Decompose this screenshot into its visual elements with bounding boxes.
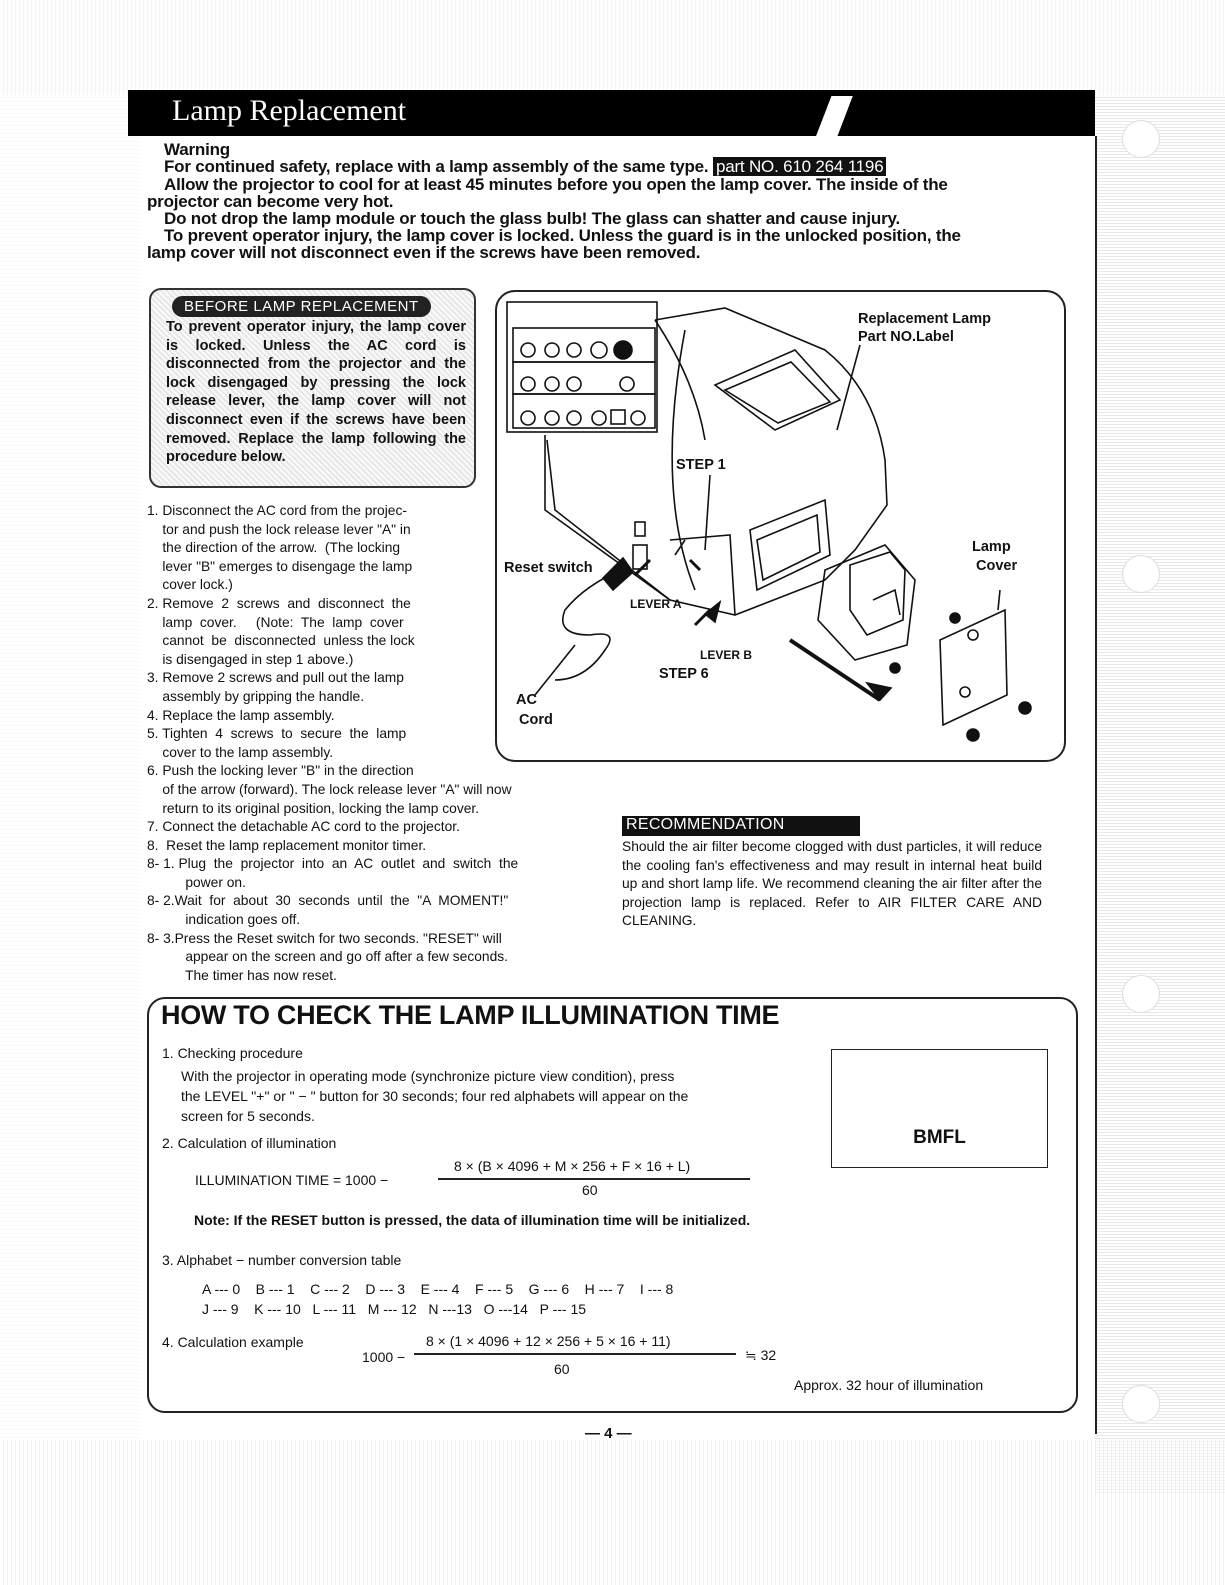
lever-b-label: LEVER B (700, 648, 753, 662)
step-line: The timer has now reset. (147, 967, 337, 983)
before-replacement-heading: BEFORE LAMP REPLACEMENT (172, 296, 431, 317)
title-slashes: //// (818, 87, 839, 147)
step1-label: STEP 1 (676, 457, 726, 473)
warning-heading: Warning (164, 140, 230, 159)
formula-label: ILLUMINATION TIME = 1000 − (195, 1172, 389, 1188)
reset-note: Note: If the RESET button is pressed, the data of illumination time will be initialized. (194, 1212, 751, 1228)
scan-noise-right (1095, 95, 1225, 1495)
step-line: 8- 1. Plug the projector into an AC outlet and switch the (147, 856, 519, 872)
display-example-text: BMFL (913, 1127, 966, 1148)
step-line: power on. (147, 874, 246, 890)
step-line: lamp cover. (Note: The lamp cover (147, 614, 404, 630)
lamp-cover-plate (940, 610, 1007, 725)
formula-denominator: 60 (582, 1182, 598, 1198)
scan-noise-top (0, 0, 1225, 95)
step-line: of the arrow (forward). The lock release lever "A" will now (147, 781, 512, 797)
step-1-line-3: screen for 5 seconds. (181, 1108, 315, 1124)
step-line: cover lock.) (147, 577, 233, 593)
step-line: cannot be disconnected unless the lock (147, 633, 415, 649)
warning-line-4: To prevent operator injury, the lamp cover is locked. Unless the guard is in the unlocked position, the (164, 226, 961, 245)
step-1-title: 1. Checking procedure (162, 1045, 303, 1061)
reset-switch-label: Reset switch (504, 560, 593, 576)
approx-note: Approx. 32 hour of illumination (794, 1377, 984, 1393)
recommendation-text: Should the air filter become clogged with dust particles, it will reduce the cooling fan's effectiveness and may result in internal heat build up and short lamp life. We recommend cleaning the air filter after the projection lamp is replaced. Refer to AIR FILTER CARE AND CLEANING. (622, 839, 1042, 929)
step-line: appear on the screen and go off after a few seconds. (147, 949, 508, 965)
binder-hole (1122, 120, 1160, 158)
step-1-line-1: With the projector in operating mode (synchronize picture view condition), press (181, 1068, 675, 1084)
warning-line-1 (164, 158, 886, 175)
step-line: 6. Push the locking lever "B" in the direction (147, 763, 414, 779)
step-line: assembly by gripping the handle. (147, 688, 365, 704)
step-line: cover to the lamp assembly. (147, 744, 334, 760)
projector-illustration (495, 290, 1062, 758)
display-example-box (831, 1049, 1048, 1168)
step-line: 5. Tighten 4 screws to secure the lamp (147, 726, 407, 742)
step-line: is disengaged in step 1 above.) (147, 651, 354, 667)
before-replacement-text: To prevent operator injury, the lamp cover is locked. Unless the AC cord is disconnected from the projector and the lock disengaged by pressing the lock release lever, the lamp cover will not disconnect even if the screws have been removed. Replace the lamp following the procedure below. (166, 319, 466, 466)
part-number-badge: part NO. 610 264 1196 (713, 157, 887, 176)
step-line: 2. Remove 2 screws and disconnect the (147, 595, 411, 611)
page-number: — 4 — (585, 1425, 632, 1442)
conversion-row-1: A --- 0 B --- 1 C --- 2 D --- 3 E --- 4 F --- 5 G --- 6 H --- 7 I --- 8 (202, 1281, 674, 1297)
step-line: the direction of the arrow. (The locking (147, 540, 401, 556)
step-line: 8- 2.Wait for about 30 seconds until the "A MOMENT!" (147, 893, 509, 909)
example-numerator: 8 × (1 × 4096 + 12 × 256 + 5 × 16 + 11) (426, 1333, 671, 1349)
page-title: Lamp Replacement (172, 94, 407, 127)
step-1-line-2: the LEVEL "+" or " − " button for 30 seconds; four red alphabets will appear on the (181, 1088, 689, 1104)
step-line: 1. Disconnect the AC cord from the projec- (147, 503, 407, 518)
removal-arrow (790, 640, 880, 700)
part-label-label: Part NO.Label (858, 329, 954, 345)
step6-label: STEP 6 (659, 666, 709, 682)
formula-numerator: 8 × (B × 4096 + M × 256 + F × 16 + L) (454, 1158, 691, 1174)
example-prefix: 1000 − (362, 1349, 406, 1365)
step-3-title: 3. Alphabet − number conversion table (162, 1252, 402, 1268)
replacement-lamp-label: Replacement Lamp (858, 311, 991, 327)
scan-noise-left (0, 95, 140, 1445)
cord-label: Cord (519, 712, 553, 728)
step-4-title: 4. Calculation example (162, 1334, 304, 1350)
warning-line-2b: projector can become very hot. (147, 192, 394, 211)
warning-line-4b: lamp cover will not disconnect even if the screws have been removed. (147, 243, 701, 262)
warning-line-2: Allow the projector to cool for at least 45 minutes before you open the lamp cover. The inside of the (164, 175, 948, 194)
step-line: 7. Connect the detachable AC cord to the projector. (147, 819, 460, 835)
cover-label: Cover (976, 558, 1018, 574)
step-line: return to its original position, locking the lamp cover. (147, 800, 480, 816)
binder-hole (1122, 975, 1160, 1013)
step-line: tor and push the lock release lever "A" in (147, 521, 411, 537)
binder-hole (1122, 555, 1160, 593)
illumination-title: HOW TO CHECK THE LAMP ILLUMINATION TIME (161, 1000, 780, 1030)
recommendation-heading: RECOMMENDATION (622, 816, 860, 836)
leader-replacement-label (837, 345, 860, 430)
formula-fraction-bar (438, 1178, 750, 1180)
example-fraction-bar (414, 1353, 736, 1355)
example-result: ≒ 32 (745, 1347, 777, 1363)
step-line: 4. Replace the lamp assembly. (147, 707, 335, 723)
step-line: 8- 3.Press the Reset switch for two seconds. "RESET" will (147, 930, 502, 946)
step-line: 3. Remove 2 screws and pull out the lamp (147, 670, 404, 686)
step-line: indication goes off. (147, 912, 301, 928)
example-denominator: 60 (554, 1361, 570, 1377)
step-line: 8. Reset the lamp replacement monitor timer. (147, 837, 427, 853)
scan-noise-bottom (0, 1440, 1225, 1585)
ac-label: AC (516, 692, 537, 708)
warning-text: For continued safety, replace with a lamp assembly of the same type. (164, 157, 709, 176)
binder-hole (1122, 1385, 1160, 1423)
lamp-label: Lamp (972, 539, 1011, 555)
title-bar (128, 87, 1095, 147)
lever-a-label: LEVER A (630, 597, 682, 611)
step-line: lever "B" emerges to disengage the lamp (147, 558, 413, 574)
warning-line-3: Do not drop the lamp module or touch the glass bulb! The glass can shatter and cause injury. (164, 209, 901, 228)
conversion-row-2: J --- 9 K --- 10 L --- 11 M --- 12 N ---13 O ---14 P --- 15 (202, 1301, 587, 1317)
step-2-title: 2. Calculation of illumination (162, 1135, 337, 1151)
